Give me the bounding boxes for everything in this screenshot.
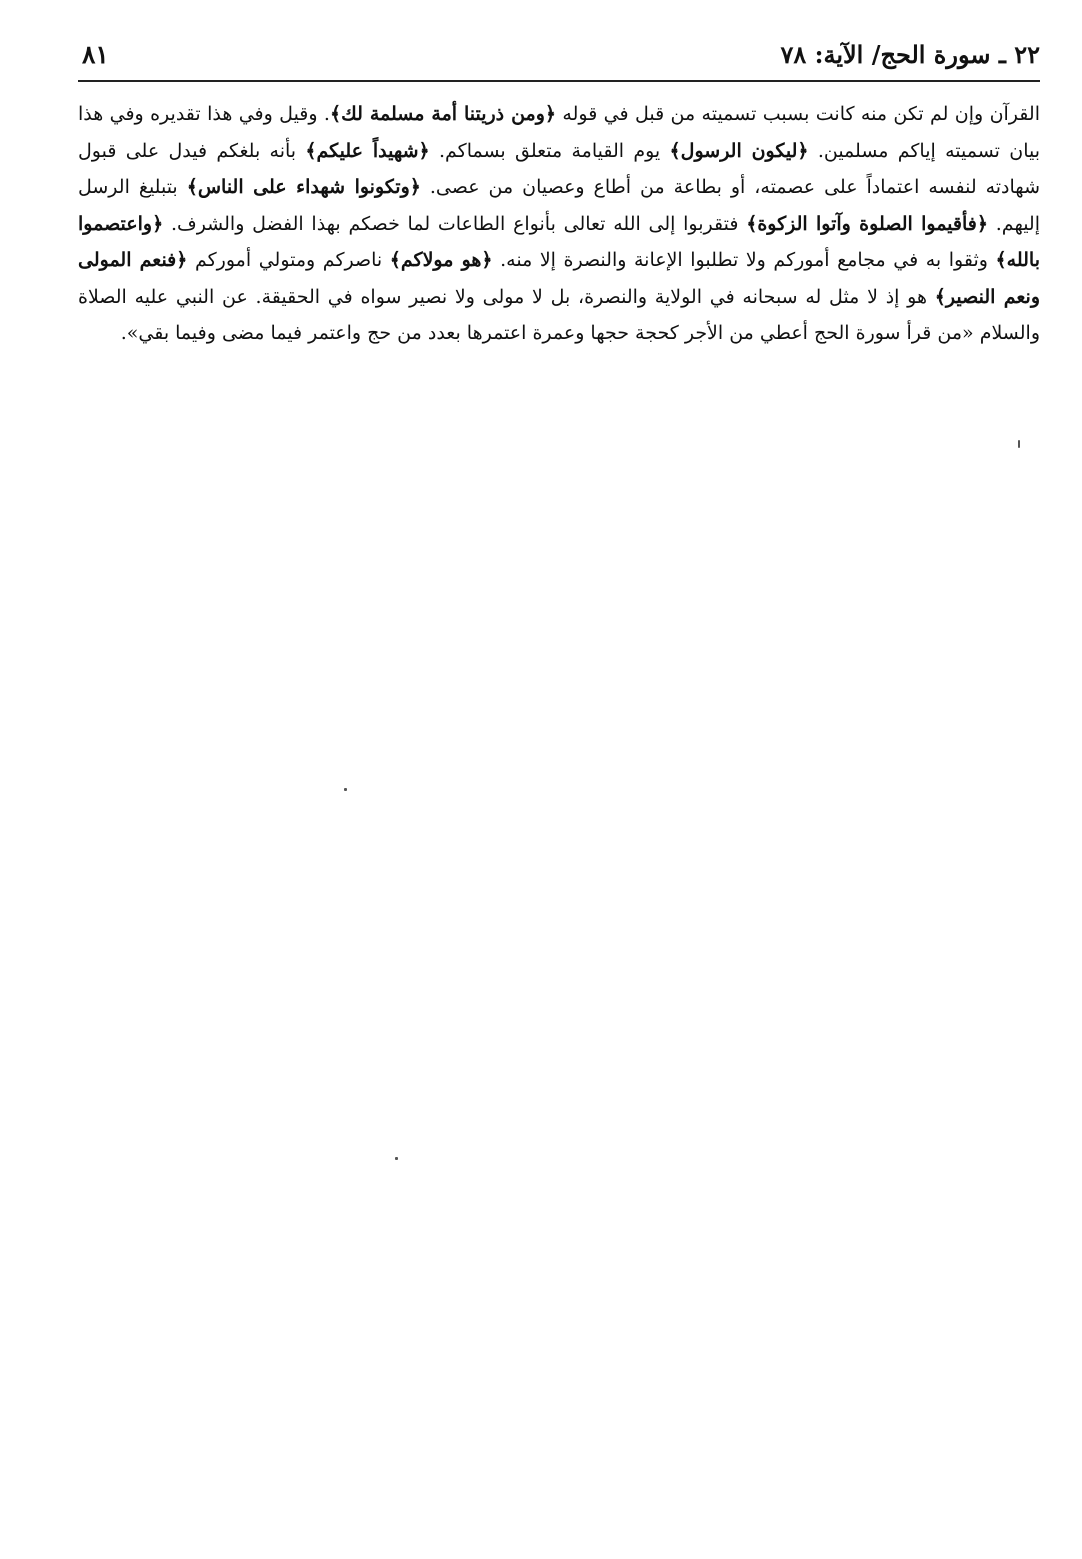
quran-quote: ﴿ليكون الرسول﴾ [669, 139, 809, 162]
quran-quote: ﴿ومن ذريتنا أمة مسلمة لك﴾ [329, 103, 557, 125]
scan-speck [395, 1157, 398, 1160]
text-segment: وثقوا به في مجامع أموركم ولا تطلبوا الإعانة والنصرة إلا منه. [492, 249, 996, 271]
scan-speck [344, 788, 347, 791]
text-segment: يوم القيامة متعلق بسماكم. [429, 139, 670, 162]
quran-quote: ﴿وتكونوا شهداء على الناس﴾ [186, 176, 421, 198]
text-segment: ناصركم ومتولي أموركم [187, 249, 390, 271]
page-number: ٨١ [82, 40, 109, 69]
text-segment: القرآن وإن لم تكن منه كانت بسبب تسميته من قبل في قوله [556, 103, 1040, 125]
quran-quote: ﴿واعتصموا بالله﴾ [78, 212, 1041, 271]
header-divider [78, 80, 1040, 82]
quran-quote: ﴿شهيداً عليكم﴾ [305, 139, 430, 162]
text-segment: هو إذ لا مثل له سبحانه في الولاية والنصرة، بل لا مولى ولا نصير سواه في الحقيقة. عن النبي عليه الصلاة والسلام «من قرأ سورة الحج أعطي من الأجر كحجة حجها وعمرة اعتمرها بعدد من حج واعتمر فيما مضى وفيما بقي». [78, 285, 1040, 344]
quran-quote: ﴿هو مولاكم﴾ [389, 249, 493, 271]
quran-quote: ﴿فنعم المولى ونعم النصير﴾ [78, 249, 1040, 308]
quran-quote: ﴿فأقيموا الصلوة وآتوا الزكوة﴾ [746, 212, 989, 235]
page-header [78, 40, 1040, 76]
text-segment: فتقربوا إلى الله تعالى بأنواع الطاعات لما خصكم بهذا الفضل والشرف. [163, 212, 747, 235]
commentary-paragraph [78, 96, 1040, 352]
text-segment: بأنه بلغكم فيدل على قبول شهادته لنفسه اعتماداً على عصمته، أو بطاعة من أطاع وعصيان من عصى. [78, 139, 1040, 198]
surah-title: ٢٢ ـ سورة الحج/ الآية: ٧٨ [780, 40, 1040, 69]
text-segment: . وقيل وفي هذا تقديره وفي هذا بيان تسميته إياكم مسلمين. [78, 103, 1041, 162]
text-segment: بتبليغ الرسل إليهم. [78, 176, 1041, 235]
scan-speck [1018, 440, 1020, 448]
